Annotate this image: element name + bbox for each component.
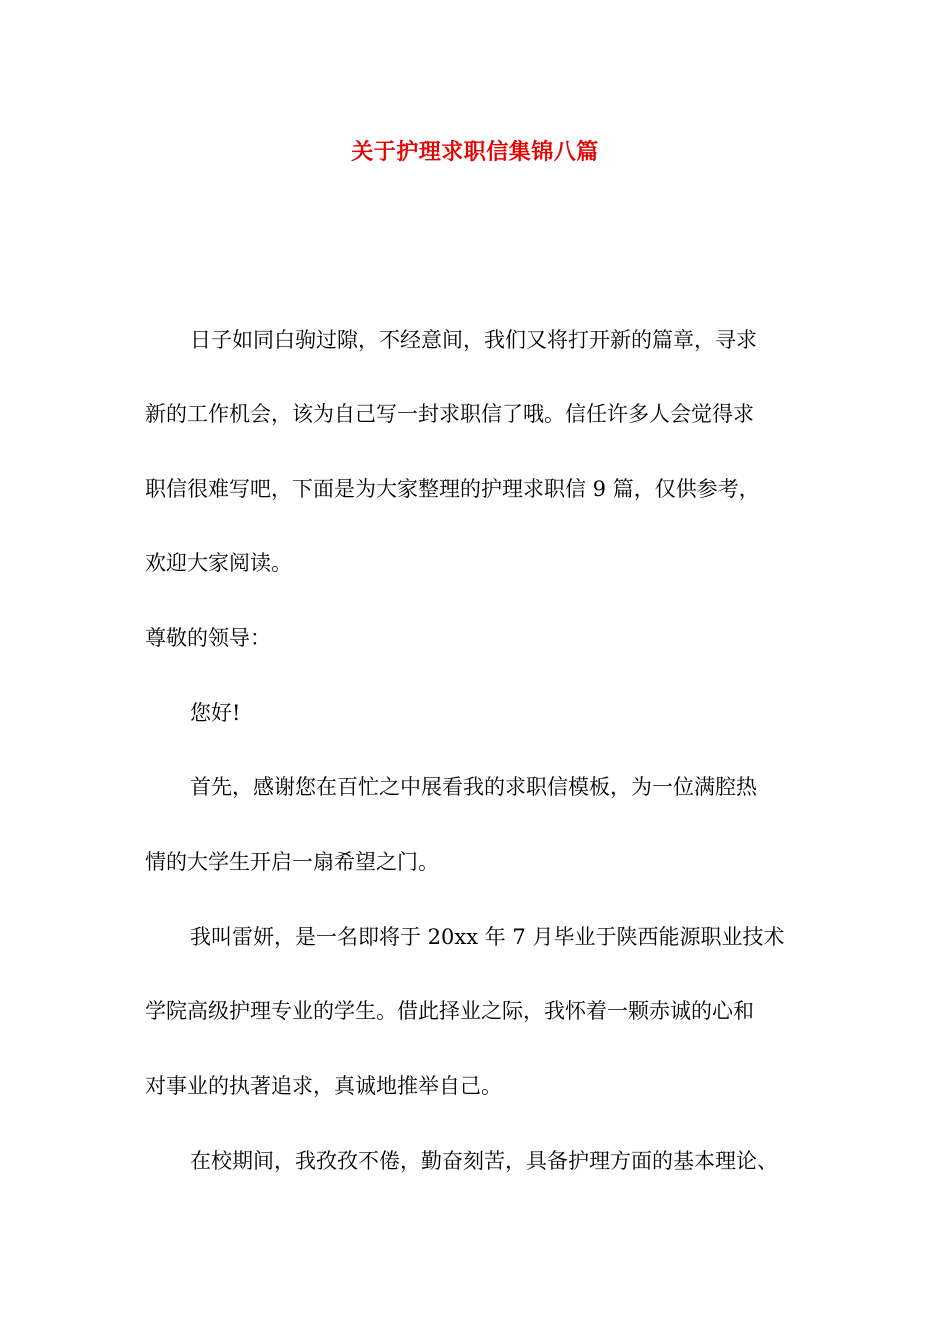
salutation-line: 尊敬的领导： — [145, 626, 271, 650]
paragraph-line-intro-2: 新的工作机会，该为自己写一封求职信了哦。信任许多人会觉得求 — [145, 402, 754, 426]
paragraph-line-intro-4: 欢迎大家阅读。 — [145, 551, 292, 575]
paragraph-line-intro-1: 日子如同白驹过隙，不经意间，我们又将打开新的篇章，寻求 — [190, 328, 757, 352]
greeting-line: 您好! — [190, 701, 241, 725]
paragraph-line-intro-self-3: 对事业的执著追求，真诚地推举自己。 — [145, 1074, 502, 1098]
document-title: 关于护理求职信集锦八篇 — [351, 139, 599, 165]
paragraph-line-thanks-2: 情的大学生开启一扇希望之门。 — [145, 850, 439, 874]
paragraph-line-intro-3: 职信很难写吧，下面是为大家整理的护理求职信 9 篇，仅供参考， — [145, 477, 760, 501]
paragraph-line-thanks-1: 首先，感谢您在百忙之中展看我的求职信模板，为一位满腔热 — [190, 775, 757, 799]
paragraph-line-intro-self-2: 学院高级护理专业的学生。借此择业之际，我怀着一颗赤诚的心和 — [145, 999, 754, 1023]
paragraph-line-school-1: 在校期间，我孜孜不倦，勤奋刻苦，具备护理方面的基本理论、 — [190, 1149, 778, 1173]
paragraph-line-intro-self-1: 我叫雷妍，是一名即将于 20xx 年 7 月毕业于陕西能源职业技术 — [190, 925, 785, 949]
